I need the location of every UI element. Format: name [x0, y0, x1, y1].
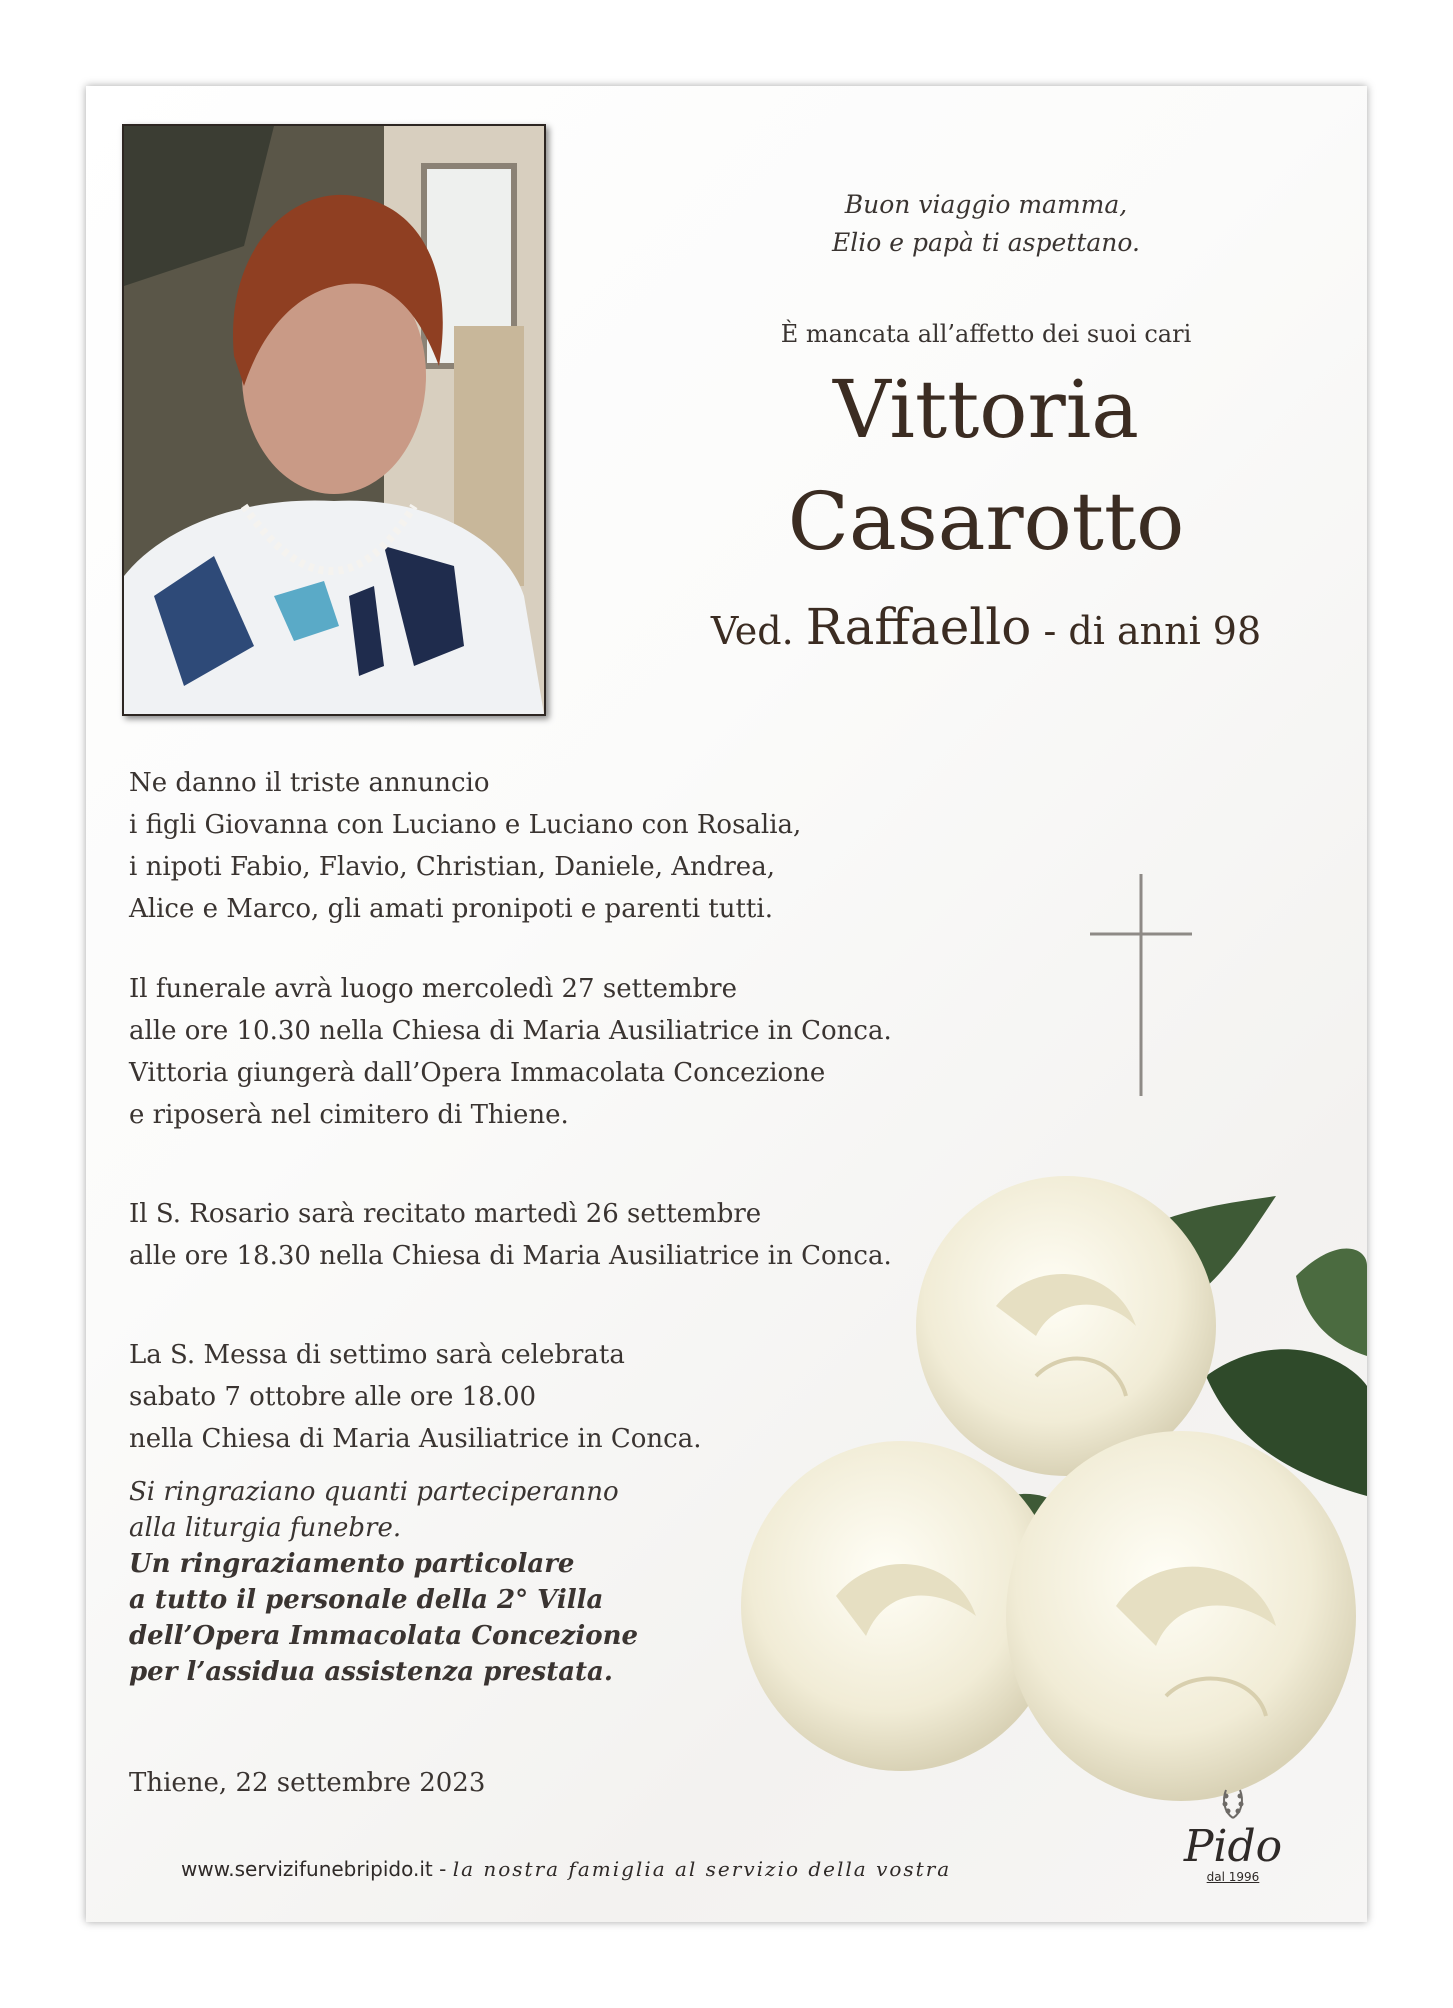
text-line: Ne danno il triste annuncio	[129, 768, 490, 798]
age-text: - di anni 98	[1043, 609, 1262, 653]
epigraph-line: Buon viaggio mamma,	[844, 190, 1128, 219]
intro-line: È mancata all’affetto dei suoi cari	[780, 320, 1192, 348]
text-line: dell’Opera Immacolata Concezione	[129, 1621, 639, 1651]
text-line: Il funerale avrà luogo mercoledì 27 settembre	[129, 974, 737, 1004]
text-line: Si ringraziano quanti parteciperanno	[129, 1477, 619, 1507]
ved-prefix: Ved.	[710, 609, 794, 653]
laurel-icon	[1218, 1786, 1248, 1820]
obituary-sheet	[86, 86, 1367, 1922]
place-date: Thiene, 22 settembre 2023	[129, 1768, 486, 1798]
text-line: e riposerà nel cimitero di Thiene.	[129, 1100, 569, 1130]
cross-icon	[1086, 870, 1196, 1100]
footer-tagline: la nostra famiglia al servizio della vostra	[452, 1857, 952, 1881]
funeral-block	[129, 968, 969, 1136]
text-line: La S. Messa di settimo sarà celebrata	[129, 1340, 625, 1370]
text-line: alle ore 10.30 nella Chiesa di Maria Ausiliatrice in Conca.	[129, 1016, 892, 1046]
text-line: a tutto il personale della 2° Villa	[129, 1585, 604, 1615]
logo-since: dal 1996	[1206, 1870, 1260, 1884]
epigraph	[666, 186, 1306, 262]
text-line: i nipoti Fabio, Flavio, Christian, Daniele, Andrea,	[129, 852, 775, 882]
deceased-last-name: Casarotto	[787, 475, 1185, 568]
portrait-photo	[122, 124, 546, 716]
text-line: alla liturgia funebre.	[129, 1513, 402, 1543]
text-line: Il S. Rosario sarà recitato martedì 26 settembre	[129, 1199, 762, 1229]
white-roses-image	[736, 1176, 1367, 1826]
pido-logo	[1178, 1786, 1288, 1896]
website-link[interactable]: www.servizifunebripido.it	[181, 1857, 433, 1881]
text-line: Un ringraziamento particolare	[129, 1549, 575, 1579]
announcement-block	[129, 762, 969, 930]
footer	[181, 1857, 1081, 1881]
logo-brand: Pido	[1183, 1821, 1283, 1872]
text-line: i figli Giovanna con Luciano e Luciano con Rosalia,	[129, 810, 802, 840]
text-line: sabato 7 ottobre alle ore 18.00	[129, 1382, 537, 1412]
text-line: nella Chiesa di Maria Ausiliatrice in Conca.	[129, 1424, 702, 1454]
text-line: Alice e Marco, gli amati pronipoti e parenti tutti.	[129, 894, 773, 924]
epigraph-line: Elio e papà ti aspettano.	[832, 228, 1140, 257]
widow-line	[626, 598, 1346, 656]
spouse-name: Raffaello	[805, 598, 1032, 656]
deceased-first-name: Vittoria	[833, 363, 1139, 456]
text-line: alle ore 18.30 nella Chiesa di Maria Ausiliatrice in Conca.	[129, 1241, 892, 1271]
text-line: per l’assidua assistenza prestata.	[129, 1657, 613, 1687]
portrait-image	[124, 126, 544, 714]
text-line: Vittoria giungerà dall’Opera Immacolata Concezione	[129, 1058, 826, 1088]
footer-separator: -	[432, 1857, 453, 1881]
